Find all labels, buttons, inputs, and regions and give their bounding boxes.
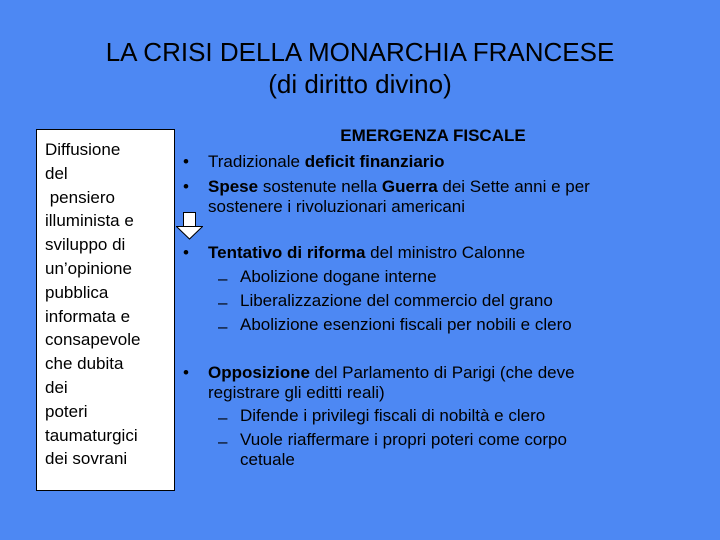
dash-icon: –: [218, 317, 228, 336]
down-arrow-icon: [176, 226, 203, 240]
text: registrare gli editti reali): [208, 383, 385, 402]
dash-icon: –: [218, 293, 228, 312]
side-line: un’opinione: [45, 258, 132, 278]
text: sostenute nella: [258, 177, 382, 196]
sub-text: cetuale: [240, 450, 295, 469]
sub-text: Difende i privilegi fiscali di nobiltà e clero: [240, 406, 546, 425]
sub-text: Liberalizzazione del commercio del grano: [240, 291, 553, 310]
dash-icon: –: [218, 269, 228, 288]
side-box-text: [45, 138, 140, 471]
side-line: dei sovrani: [45, 449, 128, 469]
bold-text: Opposizione: [208, 363, 310, 382]
side-line: Diffusione: [45, 140, 121, 159]
bullet-icon: •: [183, 152, 189, 171]
side-line: informata e: [45, 306, 131, 326]
bold-text: Guerra: [381, 177, 438, 196]
side-line: dei: [45, 377, 68, 397]
bold-text: Spese: [208, 177, 259, 196]
bold-text: deficit finanziario: [304, 152, 445, 171]
sub-text: Vuole riaffermare i propri poteri come corpo: [240, 430, 567, 449]
side-line: pensiero: [45, 187, 115, 207]
side-line: consapevole: [45, 330, 141, 350]
side-line: del: [45, 163, 68, 183]
title-line-2: (di diritto divino): [268, 69, 452, 99]
text: sostenere i rivoluzionari americani: [208, 197, 466, 216]
text: del Parlamento di Parigi (che deve: [310, 363, 575, 382]
down-arrow-shaft: [183, 212, 196, 227]
section-heading: EMERGENZA FISCALE: [340, 126, 526, 145]
slide-title: [0, 36, 720, 100]
side-line: sviluppo di: [45, 235, 126, 255]
side-line: poteri: [45, 401, 88, 421]
title-line-1: LA CRISI DELLA MONARCHIA FRANCESE: [105, 37, 615, 67]
text: dei Sette anni e per: [437, 177, 590, 196]
text: Tradizionale: [208, 152, 305, 171]
sub-text: Abolizione esenzioni fiscali per nobili e clero: [240, 315, 572, 334]
bullet-icon: •: [183, 363, 189, 382]
dash-icon: –: [218, 432, 228, 451]
side-line: che dubita: [45, 354, 124, 374]
bold-text: Tentativo di riforma: [208, 243, 366, 262]
side-line: pubblica: [45, 282, 109, 302]
text: del ministro Calonne: [365, 243, 526, 262]
side-line: illuminista e: [45, 211, 134, 231]
sub-text: Abolizione dogane interne: [240, 267, 437, 286]
side-line: taumaturgici: [45, 425, 138, 445]
side-box: [36, 129, 175, 491]
bullet-icon: •: [183, 243, 189, 262]
dash-icon: –: [218, 408, 228, 427]
bullet-icon: •: [183, 177, 189, 196]
